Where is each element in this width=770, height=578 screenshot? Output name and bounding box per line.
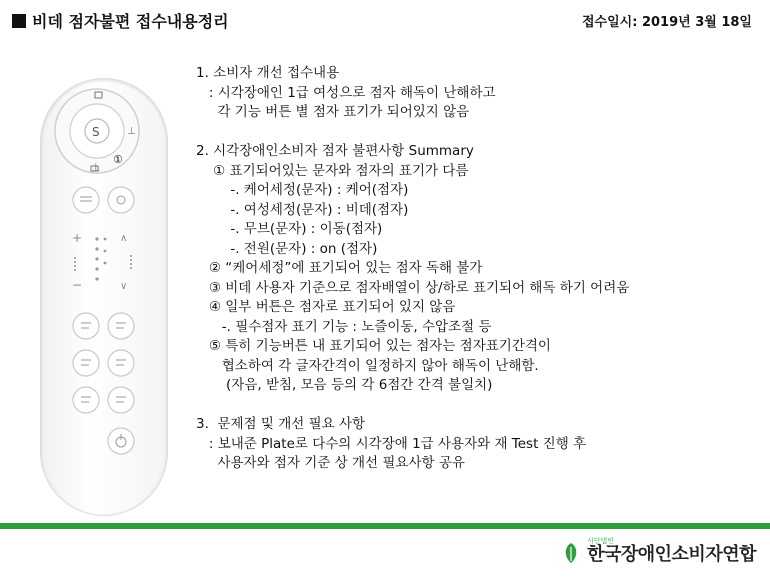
content-line: 사용자와 점자 기준 상 개선 필요사항 공유	[196, 455, 465, 471]
content-line	[196, 396, 766, 416]
remote-drawing	[41, 79, 169, 517]
remote-button	[108, 350, 134, 376]
svg-text:⊥: ⊥	[127, 126, 136, 137]
svg-text:+: +	[72, 231, 83, 245]
svg-text:−: −	[72, 278, 83, 292]
content-line: 3. 문제점 및 개선 필요 사항	[196, 416, 366, 432]
received-date: 접수일시: 2019년 3월 18일	[581, 15, 752, 30]
content-line: -. 여성세정(문자) : 비데(점자)	[196, 201, 409, 218]
page-title-text: 비데 점자불편 접수내용정리	[32, 12, 229, 31]
remote-button	[73, 350, 99, 376]
remote-circle-label: ①	[113, 153, 123, 166]
page-title	[12, 9, 229, 32]
content-line: 2. 시각장애인소비자 점자 불편사항 Summary	[196, 143, 474, 159]
content-line: (자음, 받침, 모음 등의 각 6점간 간격 불일치)	[196, 377, 493, 393]
logo-small-text: 사단법인	[587, 537, 615, 545]
content-line: ③ 비데 사용자 기준으로 점자배열이 상/하로 표기되어 해독 하기 어려움	[196, 279, 630, 296]
content-line: -. 전원(문자) : on (점자)	[196, 240, 378, 257]
leaf-logo-icon	[561, 541, 581, 565]
content-line: ② “케어세정”에 표기되어 있는 점자 독해 불가	[196, 260, 483, 276]
remote-button	[73, 187, 99, 213]
content-line: -. 케어세정(문자) : 케어(점자)	[196, 182, 409, 198]
bidet-remote-image	[40, 78, 168, 516]
footer-divider	[0, 523, 770, 529]
square-bullet-icon	[12, 14, 26, 28]
organization-logo	[561, 537, 756, 566]
content-line: 각 기능 버튼 별 점자 표기가 되어있지 않음	[196, 104, 470, 120]
logo-name: 한국장애인소비자연합	[587, 544, 756, 565]
svg-text:⊥: ⊥	[91, 161, 101, 174]
content-line: -. 필수점자 표기 기능 : 노즐이동, 수압조절 등	[196, 318, 492, 335]
content-line: ① 표기되어있는 문자와 점자의 표기가 다름	[196, 162, 469, 179]
content-line: : 시각장애인 1급 여성으로 점자 해독이 난해하고	[196, 84, 496, 101]
remote-button	[108, 313, 134, 339]
content-line: -. 무브(문자) : 이동(점자)	[196, 221, 383, 237]
content-line	[196, 123, 766, 143]
remote-button	[108, 187, 134, 213]
remote-button	[73, 387, 99, 413]
svg-text:∧: ∧	[120, 233, 128, 244]
svg-text:∨: ∨	[120, 281, 128, 292]
remote-button	[73, 313, 99, 339]
power-button	[108, 428, 134, 454]
content-line: 협소하여 각 글자간격이 일정하지 않아 해독이 난해함.	[196, 357, 539, 374]
complaint-summary	[196, 64, 766, 474]
content-line: : 보내준 Plate로 다수의 시각장애 1급 사용자와 재 Test 진행 후	[196, 435, 587, 452]
content-line: 1. 소비자 개선 접수내용	[196, 65, 340, 81]
remote-button	[108, 387, 134, 413]
svg-text:S: S	[92, 125, 100, 139]
content-line: ⑤ 특히 기능버튼 내 표기되어 있는 점자는 점자표기간격이	[196, 338, 551, 354]
content-line: ④ 일부 버튼은 점자로 표기되어 있지 않음	[196, 299, 456, 315]
